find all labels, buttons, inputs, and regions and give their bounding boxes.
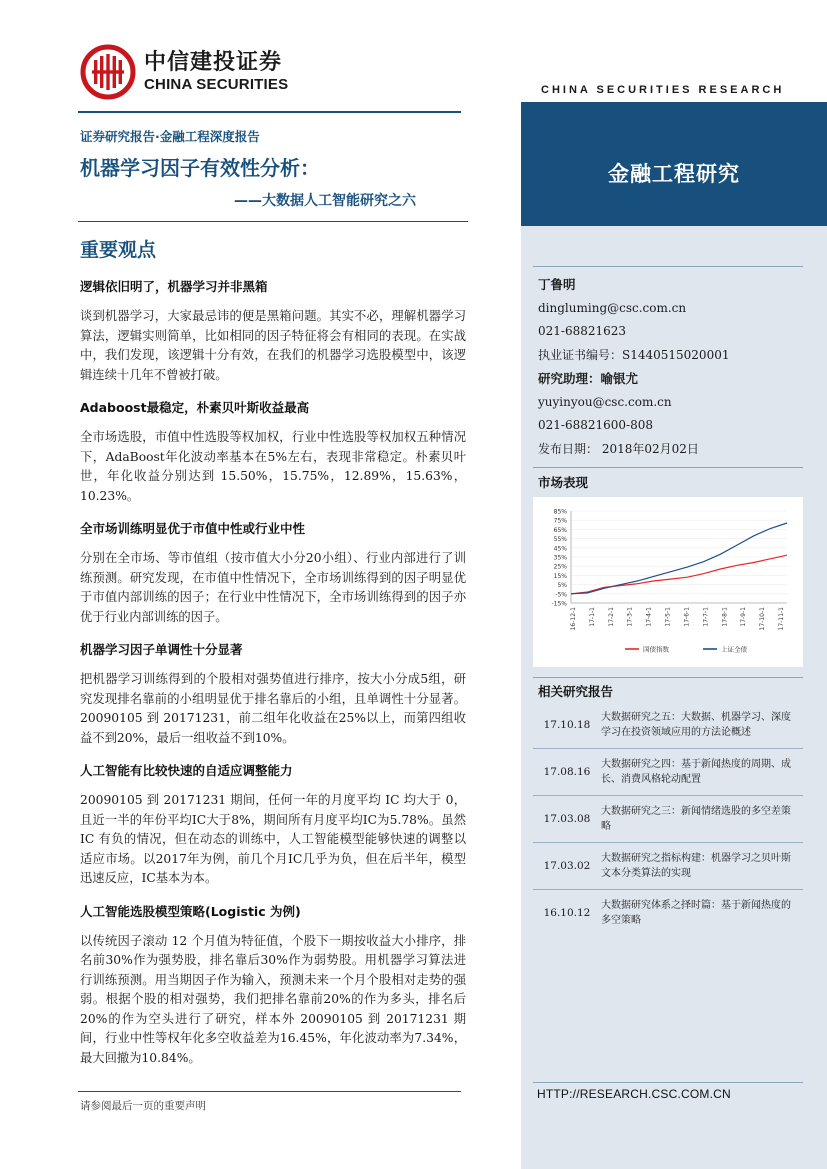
section-body: 以传统因子滚动 12 个月值为特征值，个股下一期按收益大小排序，排名前30%作为强势股，排名靠后30%作为弱势股。用机器学习算法进行训练预测。用当期因子作为输入，预测未来一个月个股相对走势的强弱。根据个股的相对强势，我们把排名靠前20%的作为多头，排名后 20%的作为空头进行了研究，样本外 20090105 到 20171231 期间，行业中性等权年化多空收益差为16.45%，年化波动率为7.34%，最大回撤为10.84%。 <box>80 933 466 1065</box>
sidebar-divider <box>533 266 803 267</box>
report-date: 17.03.02 <box>543 860 591 872</box>
report-date: 16.10.12 <box>543 907 591 919</box>
y-tick-label: 85% <box>553 508 567 516</box>
report-series: 证券研究报告·金融工程深度报告 <box>80 129 260 144</box>
report-title-link[interactable]: 大数据研究之四：基于新闻热度的周期、成长、消费风格轮动配置 <box>601 759 791 785</box>
report-row[interactable] <box>533 701 803 748</box>
sidebar-divider <box>533 677 803 678</box>
sidebar-divider <box>533 1082 803 1083</box>
x-tick-label: 17-9-1 <box>740 607 748 627</box>
category-banner <box>521 102 827 226</box>
section <box>80 762 466 889</box>
section <box>80 641 466 748</box>
logo-chinese-name: 中信建投证券 <box>144 50 283 75</box>
x-tick-label: 16-12-1 <box>570 607 577 631</box>
key-points-body <box>80 278 466 1068</box>
market-heading: 市场表现 <box>538 475 589 490</box>
section-heading: 机器学习因子单调性十分显著 <box>80 642 243 657</box>
series-line-1 <box>571 523 787 594</box>
section-heading: 逻辑依旧明了，机器学习并非黑箱 <box>80 279 268 294</box>
report-title-link[interactable]: 大数据研究之三：新闻情绪选股的多空差策略 <box>601 806 791 832</box>
analyst-phone: 021-68821623 <box>538 324 627 338</box>
analyst-email[interactable]: dingluming@csc.com.cn <box>538 300 687 315</box>
section-body: 谈到机器学习，大家最忌讳的便是黑箱问题。其实不必，理解机器学习算法，逻辑实则简单，比如相同的因子特征将会有相同的表现。在实战中，我们发现，该逻辑十分有效，在我们的机器学习选股模型中，该逻辑连续十几年不曾被打破。 <box>80 309 466 382</box>
footer-disclaimer: 请参阅最后一页的重要声明 <box>80 1100 206 1112</box>
x-tick-label: 17-5-1 <box>664 607 672 627</box>
x-tick-label: 17-6-1 <box>683 607 691 627</box>
publish-date: 发布日期： 2018年02月02日 <box>538 441 699 456</box>
y-tick-label: -5% <box>555 591 567 599</box>
section-body: 20090105 到 20171231 期间，任何一年的月度平均 IC 均大于 0，且近一半的年份平均IC大于8%，期间所有月度平均IC为5.78%。虽然 IC 有负的情况，但在动态的训练中，人工智能模型能够快速的调整以适应市场。以2017年为例，前几个月IC几乎为负，但在后半年，模型迅速反应，IC基本为本。 <box>80 793 466 885</box>
related-reports-list <box>533 701 803 936</box>
market-chart <box>533 497 803 667</box>
report-date: 17.08.16 <box>543 766 591 778</box>
report-row[interactable] <box>533 842 803 889</box>
section-heading: 人工智能选股模型策略(Logistic 为例) <box>80 903 301 919</box>
logo-english-name: CHINA SECURITIES <box>144 76 289 93</box>
y-tick-label: 65% <box>553 526 567 534</box>
y-tick-label: 45% <box>553 545 567 553</box>
title-divider <box>78 221 468 222</box>
report-title-link[interactable]: 大数据研究之指标构建：机器学习之贝叶斯文本分类算法的实现 <box>601 853 791 879</box>
x-tick-label: 17-2-1 <box>607 607 615 627</box>
report-title-link[interactable]: 大数据研究之五：大数据、机器学习、深度学习在投资领域应用的方法论概述 <box>601 711 791 738</box>
section-heading: 人工智能有比较快速的自适应调整能力 <box>80 763 293 778</box>
x-tick-label: 17-4-1 <box>645 607 653 627</box>
section <box>80 520 466 627</box>
bottom-divider <box>78 1091 461 1092</box>
y-tick-label: 75% <box>553 517 567 525</box>
section-body: 全市场选股，市值中性选股等权加权，行业中性选股等权加权五种情况下，AdaBoost年化波动率基本在5%左右，表现非常稳定。朴素贝叶世，年化收益分别达到 15.50%，15.75%，12.89%，15.63%，10.23%。 <box>80 430 466 503</box>
top-divider <box>78 111 461 113</box>
x-tick-label: 17-1-1 <box>588 607 596 627</box>
report-title: 机器学习因子有效性分析： <box>80 156 320 180</box>
key-points-heading: 重要观点 <box>80 239 157 261</box>
x-tick-label: 17-10-1 <box>759 607 767 631</box>
category-title: 金融工程研究 <box>608 162 740 186</box>
section <box>80 278 466 385</box>
report-row[interactable] <box>533 748 803 795</box>
assistant-phone: 021-68821600-808 <box>538 418 653 432</box>
analyst-info <box>538 273 808 461</box>
section-heading: Adaboost最稳定，朴素贝叶斯收益最高 <box>80 400 310 415</box>
report-title-link[interactable]: 大数据研究体系之择时篇：基于新闻热度的多空策略 <box>601 900 791 926</box>
analyst-name: 丁鲁明 <box>538 277 576 292</box>
csc-logo-icon <box>80 44 136 100</box>
y-tick-label: 5% <box>557 582 567 590</box>
section-body: 分别在全市场、等市值组（按市值大小分20小组）、行业内部进行了训练预测。研究发现，在市值中性情况下，全市场训练得到的因子明显优于市值内部训练的因子；在行业中性情况下，全市场训练得到的因子亦优于行业内部训练的因子。 <box>80 551 466 624</box>
x-tick-label: 17-8-1 <box>721 607 729 627</box>
x-tick-label: 17-11-1 <box>778 607 785 631</box>
section-body: 把机器学习训练得到的个股相对强势值进行排序，按大小分成5组，研究发现排名靠前的小组明显优于排名靠后的小组，且单调性十分显著。20090105 到 20171231，前二组年化收益在25%以上，而第四组收益不到20%，最后一组收益不到10%。 <box>80 672 466 745</box>
related-heading: 相关研究报告 <box>538 684 614 699</box>
company-logo <box>80 44 288 100</box>
sidebar-divider <box>533 467 803 468</box>
report-row[interactable] <box>533 889 803 936</box>
section <box>80 903 466 1069</box>
legend-label: 国债指数 <box>643 645 669 654</box>
research-header: CHINA SECURITIES RESEARCH <box>541 84 785 96</box>
y-tick-label: 25% <box>553 563 567 571</box>
section-heading: 全市场训练明显优于市值中性或行业中性 <box>80 521 306 536</box>
report-subtitle: ——大数据人工智能研究之六 <box>234 193 416 209</box>
y-tick-label: 15% <box>553 572 567 580</box>
y-tick-label: 55% <box>553 536 567 544</box>
assistant-email[interactable]: yuyinyou@csc.com.cn <box>538 394 672 409</box>
legend-label: 上证全债 <box>721 645 747 654</box>
section <box>80 399 466 506</box>
y-tick-label: 35% <box>553 554 567 562</box>
x-tick-label: 17-3-1 <box>626 607 634 627</box>
report-row[interactable] <box>533 795 803 842</box>
research-url[interactable]: HTTP://RESEARCH.CSC.COM.CN <box>537 1087 731 1101</box>
market-chart-svg <box>533 497 803 667</box>
assistant-name: 研究助理：喻银尤 <box>538 371 639 386</box>
report-date: 17.03.08 <box>543 813 591 825</box>
y-tick-label: -15% <box>551 600 567 608</box>
x-tick-label: 17-7-1 <box>702 607 710 627</box>
analyst-license: 执业证书编号：S1440515020001 <box>538 347 730 362</box>
report-date: 17.10.18 <box>543 718 591 731</box>
